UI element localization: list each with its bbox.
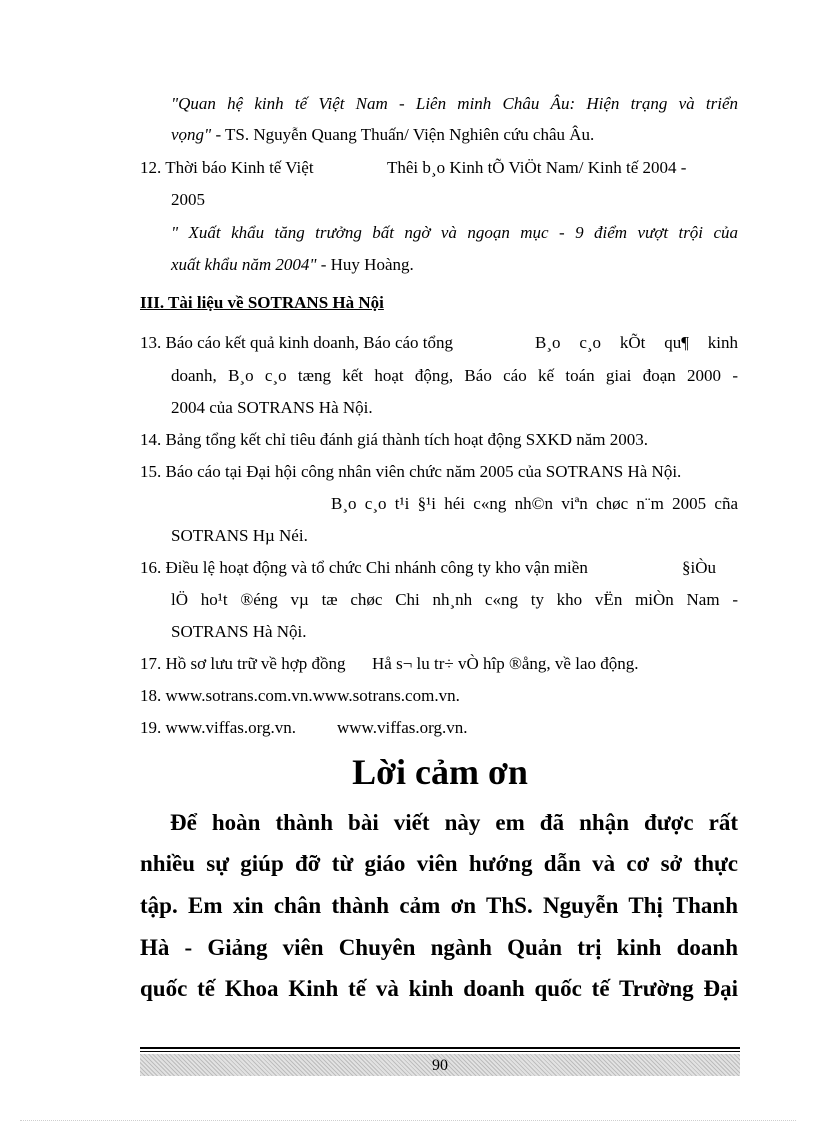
ref13-line2: doanh, B¸o c¸o tæng kết hoạt động, Báo cáo kế toán giai đoạn 2000 - [171,366,738,385]
footer-rule [140,1047,740,1049]
ref11-author: - TS. Nguyễn Quang Thuấn/ Viện Nghiên cứu châu Âu. [211,125,595,144]
ref16-line2: lÖ ho¹t ®éng vµ tæ chøc Chi nh¸nh c«ng ty kho vËn miÒn Nam - [171,590,738,609]
ref14: 14. Bảng tổng kết chỉ tiêu đánh giá thành tích hoạt động SXKD năm 2003. [140,430,649,449]
ack-line-4: Hà - Giảng viên Chuyên ngành Quản trị kinh doanh [140,935,738,960]
ref17b: Hå s¬ lu tr÷ vÒ hîp ®ång, về lao động. [372,654,639,673]
ref13-line1b: B¸o c¸o kÕt qu¶ kinh [535,333,738,352]
ref19a: 19. www.viffas.org.vn. [140,718,296,737]
ref12-line3: " Xuất khẩu tăng trưởng bất ngờ và ngoạn mục - 9 điểm vượt trội của [171,223,738,242]
ref12-line4 [171,255,414,275]
section-heading: III. Tài liệu về SOTRANS Hà Nội [140,293,384,312]
page-edge-dots [20,1120,796,1121]
footer-rule-thin [140,1051,740,1052]
ref13-line3: 2004 của SOTRANS Hà Nội. [171,398,373,417]
ref12-line1b: Thêi b¸o Kinh tÕ ViÖt Nam/ Kinh tế 2004 - [387,158,687,177]
ack-line-3: tập. Em xin chân thành cảm ơn ThS. Nguyễn Thị Thanh [140,893,738,918]
ref16-line1a: 16. Điều lệ hoạt động và tổ chức Chi nhánh công ty kho vận miền [140,558,588,577]
ack-line-5: quốc tế Khoa Kinh tế và kinh doanh quốc tế Trường Đại [140,976,738,1001]
ack-line-2: nhiều sự giúp đỡ từ giáo viên hướng dẫn và cơ sở thực [140,851,738,876]
ref15-line3: SOTRANS Hµ Néi. [171,526,308,545]
ref15-line1: 15. Báo cáo tại Đại hội công nhân viên chức năm 2005 của SOTRANS Hà Nội. [140,462,682,481]
ref18: 18. www.sotrans.com.vn.www.sotrans.com.vn. [140,686,460,705]
ack-line-1: Để hoàn thành bài viết này em đã nhận được rất [170,810,738,835]
page-number: 90 [432,1057,448,1074]
ref13-line1a: 13. Báo cáo kết quả kinh doanh, Báo cáo tổng [140,333,454,352]
ref16-line1b: §iÒu [682,558,716,577]
ref12-author: - Huy Hoàng. [316,255,414,274]
ref19b: www.viffas.org.vn. [337,718,468,737]
ref12-title-end: xuất khẩu năm 2004" [171,255,317,274]
ref11-title-line1: "Quan hệ kinh tế Việt Nam - Liên minh Châu Âu: Hiện trạng và triển [171,94,738,113]
ref12-line2: 2005 [171,190,205,209]
ref16-line3: SOTRANS Hà Nội. [171,622,307,641]
ref12-line1a: 12. Thời báo Kinh tế Việt [140,158,314,177]
ref17a: 17. Hồ sơ lưu trữ về hợp đồng [140,654,346,673]
ref11-title-end: vọng" [171,125,212,144]
ref15-line2: B¸o c¸o t¹i §¹i héi c«ng nh©n viªn chøc n¨m 2005 cña [331,494,738,513]
ref11-title-line2 [171,125,594,145]
acknowledgement-title: Lời cảm ơn [352,752,528,792]
